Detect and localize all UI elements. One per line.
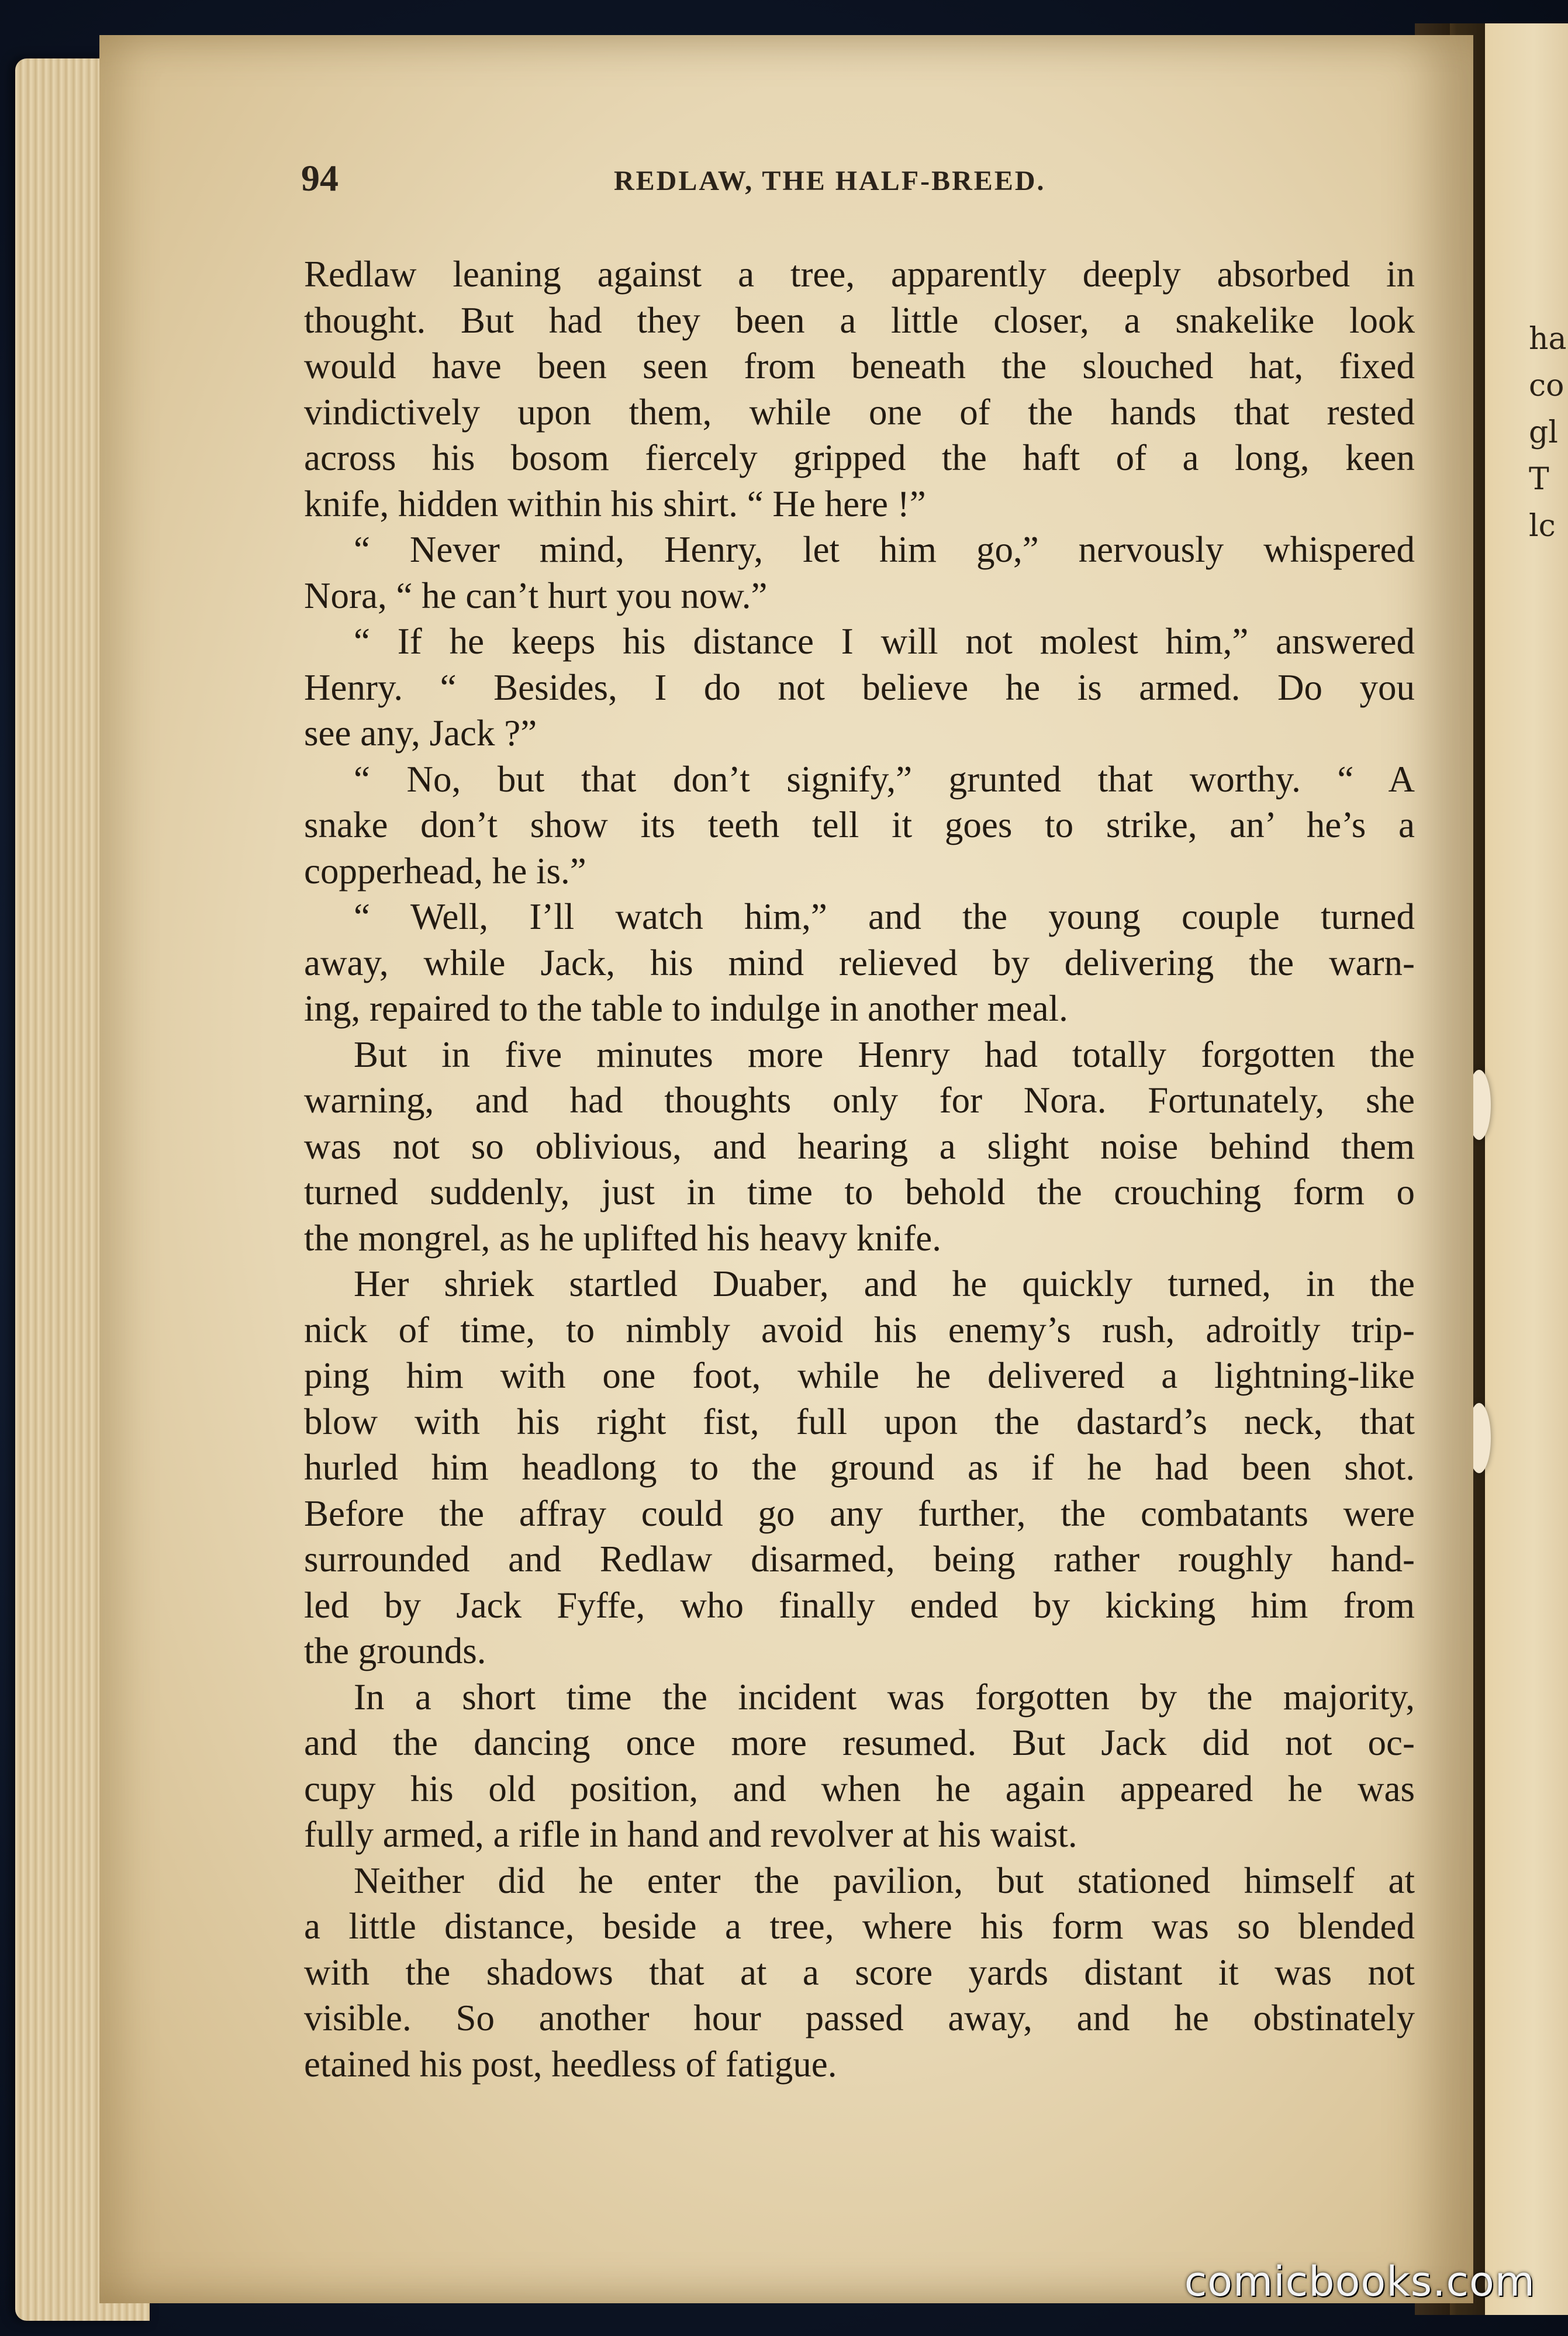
text-line: In a short time the incident was forgotten by the majority, bbox=[354, 1676, 1415, 1718]
text-line: “ Never mind, Henry, let him go,” nervously whispered bbox=[354, 529, 1415, 570]
text-line: would have been seen from beneath the slouched hat, fixed bbox=[304, 345, 1415, 386]
text-line: copperhead, he is.” bbox=[304, 850, 586, 891]
text-line: Nora, “ he can’t hurt you now.” bbox=[304, 575, 768, 616]
text-line: the grounds. bbox=[304, 1630, 486, 1671]
text-line: hurled him headlong to the ground as if he had been shot. bbox=[304, 1447, 1415, 1488]
text-line: snake don’t show its teeth tell it goes to strike, an’ he’s a bbox=[304, 804, 1415, 845]
text-line: “ Well, I’ll watch him,” and the young couple turned bbox=[354, 896, 1415, 937]
text-line: knife, hidden within his shirt. “ He here !” bbox=[304, 483, 926, 524]
text-line: across his bosom fiercely gripped the haft of a long, keen bbox=[304, 437, 1415, 478]
text-line: Her shriek startled Duaber, and he quickly turned, in the bbox=[354, 1263, 1415, 1304]
facing-page-fragment: ha bbox=[1529, 322, 1567, 357]
text-line: turned suddenly, just in time to behold the crouching form o bbox=[304, 1172, 1415, 1212]
facing-page-fragment: lc bbox=[1529, 509, 1556, 544]
text-line: etained his post, heedless of fatigue. bbox=[304, 2043, 837, 2085]
watermark: comicbooks.com bbox=[1184, 2258, 1535, 2306]
text-line: But in five minutes more Henry had totally forgotten the bbox=[354, 1034, 1415, 1075]
text-line: “ No, but that don’t signify,” grunted that worthy. “ A bbox=[354, 758, 1415, 800]
text-line: cupy his old position, and when he again appeared he was bbox=[304, 1768, 1415, 1809]
text-line: Neither did he enter the pavilion, but stationed himself at bbox=[354, 1860, 1415, 1901]
text-line: surrounded and Redlaw disarmed, being rather roughly hand- bbox=[304, 1539, 1415, 1580]
text-line: vindictively upon them, while one of the hands that rested bbox=[304, 391, 1415, 433]
text-line: fully armed, a rifle in hand and revolver at his waist. bbox=[304, 1814, 1077, 1855]
facing-page-fragment: gl bbox=[1529, 415, 1558, 450]
running-head-title: REDLAW, THE HALF-BREED. bbox=[614, 165, 1046, 196]
text-line: ping him with one foot, while he delivered a lightning-like bbox=[304, 1355, 1415, 1396]
text-line: and the dancing once more resumed. But Jack did not oc- bbox=[304, 1722, 1415, 1763]
text-line: ing, repaired to the table to indulge in another meal. bbox=[304, 988, 1068, 1029]
body-text bbox=[304, 251, 1415, 2087]
text-line: blow with his right fist, full upon the dastard’s neck, that bbox=[304, 1401, 1415, 1442]
text-line: Henry. “ Besides, I do not believe he is armed. Do you bbox=[304, 666, 1415, 708]
text-line: see any, Jack ?” bbox=[304, 713, 537, 754]
text-line: Redlaw leaning against a tree, apparently deeply absorbed in bbox=[304, 254, 1415, 295]
text-line: with the shadows that at a score yards distant it was not bbox=[304, 1951, 1415, 1993]
text-line: a little distance, beside a tree, where his form was so blended bbox=[304, 1906, 1415, 1947]
text-line: led by Jack Fyffe, who finally ended by kicking him from bbox=[304, 1584, 1415, 1626]
text-line: Before the affray could go any further, the combatants were bbox=[304, 1492, 1415, 1534]
text-line: thought. But had they been a little closer, a snakelike look bbox=[304, 299, 1415, 341]
facing-page-fragment: T bbox=[1529, 462, 1549, 497]
text-line: was not so oblivious, and hearing a slight noise behind them bbox=[304, 1125, 1415, 1167]
facing-page-fragment: co bbox=[1529, 368, 1564, 403]
text-line: away, while Jack, his mind relieved by delivering the warn- bbox=[304, 942, 1415, 983]
text-line: the mongrel, as he uplifted his heavy knife. bbox=[304, 1217, 941, 1259]
text-line: “ If he keeps his distance I will not molest him,” answered bbox=[354, 621, 1415, 662]
page-number: 94 bbox=[301, 157, 339, 199]
text-line: nick of time, to nimbly avoid his enemy’s rush, adroitly trip- bbox=[304, 1309, 1415, 1350]
text-line: visible. So another hour passed away, and he obstinately bbox=[304, 1998, 1415, 2038]
text-line: warning, and had thoughts only for Nora. Fortunately, she bbox=[304, 1080, 1415, 1121]
